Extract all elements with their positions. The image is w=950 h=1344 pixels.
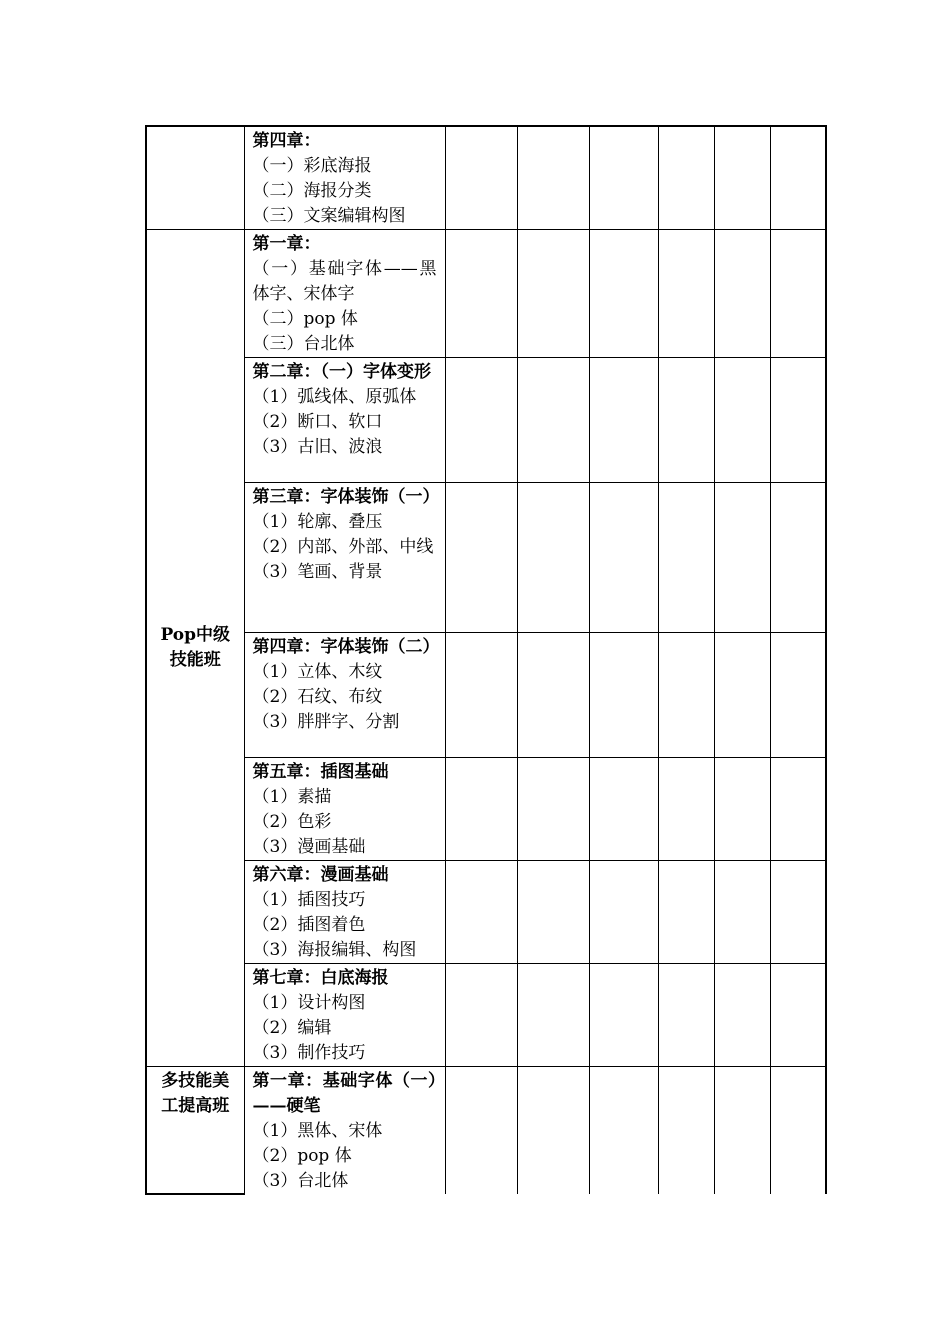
chapter-item: （一）基础字体——黑体字、宋体字	[252, 259, 437, 304]
chapter-title: 第一章：	[252, 234, 321, 254]
blank-cell	[445, 633, 517, 758]
blank-cell	[589, 483, 658, 633]
blank-cell	[589, 633, 658, 758]
chapter-item: （1）弧线体、原弧体	[252, 387, 417, 407]
chapter-cell	[244, 358, 445, 483]
blank-cell	[714, 964, 770, 1067]
blank-cell	[589, 758, 658, 861]
blank-cell	[589, 861, 658, 964]
chapter-item: （1）素描	[252, 787, 332, 807]
chapter-cell	[244, 861, 445, 964]
chapter-item: （三）台北体	[252, 334, 355, 354]
class-name: 多技能美工提高班	[161, 1071, 230, 1116]
blank-cell	[589, 126, 658, 230]
chapter-item: （2）断口、软口	[252, 412, 383, 432]
blank-cell	[714, 758, 770, 861]
blank-cell	[589, 964, 658, 1067]
chapter-title-tail: （1）轮廓、叠压	[252, 512, 383, 532]
blank-cell	[517, 483, 589, 633]
table-row	[146, 633, 826, 758]
chapter-title: 第四章：	[252, 131, 321, 151]
blank-cell	[445, 230, 517, 358]
chapter-item: （二）pop 体	[252, 309, 358, 329]
chapter-cell	[244, 483, 445, 633]
table-row	[146, 230, 826, 358]
blank-cell	[517, 633, 589, 758]
blank-cell	[770, 230, 826, 358]
blank-cell	[517, 861, 589, 964]
blank-cell	[445, 758, 517, 861]
blank-cell	[589, 358, 658, 483]
chapter-item: （2）编辑	[252, 1018, 332, 1038]
chapter-cell	[244, 633, 445, 758]
blank-cell	[770, 358, 826, 483]
blank-cell	[445, 126, 517, 230]
blank-cell	[770, 483, 826, 633]
blank-cell	[770, 964, 826, 1067]
blank-cell	[770, 1067, 826, 1195]
chapter-cell	[244, 1067, 445, 1195]
chapter-cell	[244, 126, 445, 230]
blank-cell	[658, 358, 714, 483]
chapter-title: 第六章：漫画基础	[252, 865, 389, 885]
chapter-cell	[244, 758, 445, 861]
chapter-title: 第四章：字体装饰（二）	[252, 637, 440, 657]
table-row	[146, 964, 826, 1067]
blank-cell	[658, 964, 714, 1067]
blank-cell	[589, 230, 658, 358]
blank-cell	[714, 1067, 770, 1195]
chapter-item: （三）文案编辑构图	[252, 206, 406, 226]
blank-cell	[714, 633, 770, 758]
blank-cell	[658, 126, 714, 230]
chapter-title: 第一章：基础字体（一）——硬笔	[252, 1071, 437, 1116]
blank-cell	[517, 358, 589, 483]
chapter-item: （3）古旧、波浪	[252, 437, 383, 457]
chapter-item: （二）海报分类	[252, 181, 372, 201]
blank-cell	[517, 1067, 589, 1195]
chapter-item: （3）胖胖字、分割	[252, 712, 400, 732]
blank-cell	[517, 230, 589, 358]
chapter-item: （3）漫画基础	[252, 837, 366, 857]
table-row	[146, 483, 826, 633]
chapter-item: （2）pop 体	[252, 1146, 352, 1166]
chapter-cell	[244, 964, 445, 1067]
class-name: Pop中级技能班	[160, 625, 231, 670]
table-row	[146, 861, 826, 964]
blank-cell	[658, 1067, 714, 1195]
chapter-item: （2）内部、外部、中线	[252, 537, 434, 557]
chapter-item: （2）石纹、布纹	[252, 687, 383, 707]
chapter-cell	[244, 230, 445, 358]
blank-cell	[445, 861, 517, 964]
chapter-title: 第三章：字体装饰（一）（1）轮廓、叠压	[252, 487, 440, 532]
chapter-item: （3）制作技巧	[252, 1043, 366, 1063]
blank-cell	[658, 758, 714, 861]
chapter-item: （3）台北体	[252, 1171, 349, 1191]
blank-cell	[658, 861, 714, 964]
blank-cell	[770, 861, 826, 964]
table-row	[146, 358, 826, 483]
class-cell	[146, 126, 244, 230]
chapter-item: （1）立体、木纹	[252, 662, 383, 682]
blank-cell	[445, 964, 517, 1067]
chapter-title: 第二章：（一）字体变形	[252, 362, 431, 382]
blank-cell	[770, 633, 826, 758]
blank-cell	[714, 358, 770, 483]
chapter-title: 第五章：插图基础	[252, 762, 389, 782]
blank-cell	[714, 126, 770, 230]
chapter-item: （一）彩底海报	[252, 156, 372, 176]
table-row	[146, 1067, 826, 1195]
table-row	[146, 758, 826, 861]
blank-cell	[517, 126, 589, 230]
blank-cell	[517, 758, 589, 861]
chapter-item: （2）插图着色	[252, 915, 366, 935]
blank-cell	[517, 964, 589, 1067]
chapter-item: （1）黑体、宋体	[252, 1121, 383, 1141]
blank-cell	[714, 483, 770, 633]
chapter-item: （2）色彩	[252, 812, 332, 832]
chapter-title: 第七章：白底海报	[252, 968, 389, 988]
blank-cell	[714, 230, 770, 358]
chapter-item: （3）海报编辑、构图	[252, 940, 417, 960]
blank-cell	[658, 633, 714, 758]
blank-cell	[658, 230, 714, 358]
blank-cell	[658, 483, 714, 633]
blank-cell	[770, 758, 826, 861]
blank-cell	[589, 1067, 658, 1195]
blank-cell	[770, 126, 826, 230]
blank-cell	[445, 1067, 517, 1195]
chapter-item: （1）设计构图	[252, 993, 366, 1013]
course-schedule-table	[145, 125, 827, 1195]
class-name-cell	[146, 230, 244, 1067]
table-row	[146, 126, 826, 230]
blank-cell	[714, 861, 770, 964]
chapter-item: （3）笔画、背景	[252, 562, 383, 582]
blank-cell	[445, 483, 517, 633]
class-name-cell	[146, 1067, 244, 1195]
chapter-item: （1）插图技巧	[252, 890, 366, 910]
blank-cell	[445, 358, 517, 483]
